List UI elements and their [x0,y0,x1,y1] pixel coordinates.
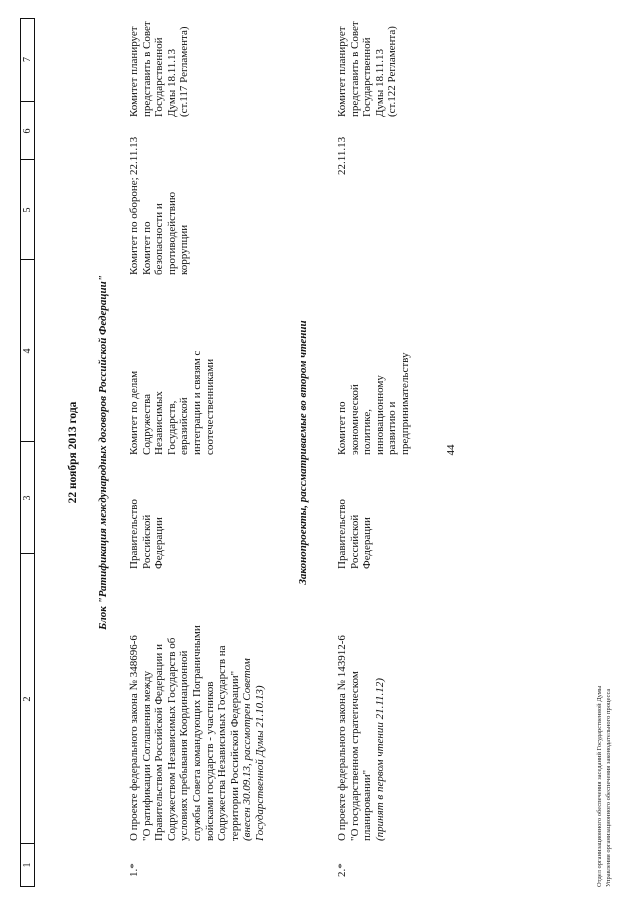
bill-note: (принят в первом чтении 21.11.12) [373,678,386,841]
column-number: 1 [22,862,33,868]
row-number: 1.* [128,863,140,877]
footer-department: Отдел организационного обеспечения заседаний Государственной Думы [596,685,603,887]
plan-note: Комитет планирует представить в Совет Государственной Думы 18.11.13 (ст.122 Регламента) [336,21,399,117]
row-number: 2.* [336,863,348,877]
bill-description: О проекте федерального закона № 143912-6 "О государственном стратегическом планировании" (принят в первом чтении 21.11.12) [336,569,386,841]
column-number-header [20,18,35,887]
column-number: 2 [22,696,33,702]
initiator: Правительство Российской Федерации [336,499,374,569]
bill-description: О проекте федерального закона № 348696-6 "О ратификации Соглашения между Правительством Российской Федерации и Содружеством Независимых Государств об условиях пребывания Координационной службы Совета командующих Пограничными войсками государств - участников Содружества Независимых Государств на территории Российской Федерации" (внесен 30.09.13, рассмотрен Советом Государственной Думы 21.10.13) [128,569,267,841]
bill-note: Государственной Думы 21.10.13) [253,685,266,841]
column-number: 3 [22,495,33,501]
bill-note: (внесен 30.09.13, рассмотрен Советом [241,658,254,841]
initiator: Правительство Российской Федерации [128,499,166,569]
column-number: 6 [22,128,33,134]
footer-directorate: Управления организационного обеспечения законодательного процесса [605,688,612,887]
consideration-date: 22.11.13 [128,136,140,175]
date-heading: 22 ноября 2013 года [67,401,79,504]
consideration-date: 22.11.13 [336,136,348,175]
plan-note: Комитет планирует представить в Совет Государственной Думы 18.11.13 (ст.117 Регламента) [128,21,191,117]
column-number: 4 [22,348,33,354]
column-number: 7 [22,57,33,62]
section-heading: Законопроекты, рассматриваемые во втором чтении [297,320,309,585]
co-executor-committees: Комитет по обороне; Комитет по безопасности и противодействию коррупции [128,177,191,275]
block-heading: Блок "Ратификация международных договоров Российской Федерации" [97,275,109,630]
responsible-committee: Комитет по экономической политике, инновационному развитию и предпринимательству [336,352,411,455]
column-number: 5 [22,207,33,213]
responsible-committee: Комитет по делам Содружества Независимых Государств, евразийской интеграции и связям с соотечественниками [128,350,216,455]
page-number: 44 [445,444,457,456]
